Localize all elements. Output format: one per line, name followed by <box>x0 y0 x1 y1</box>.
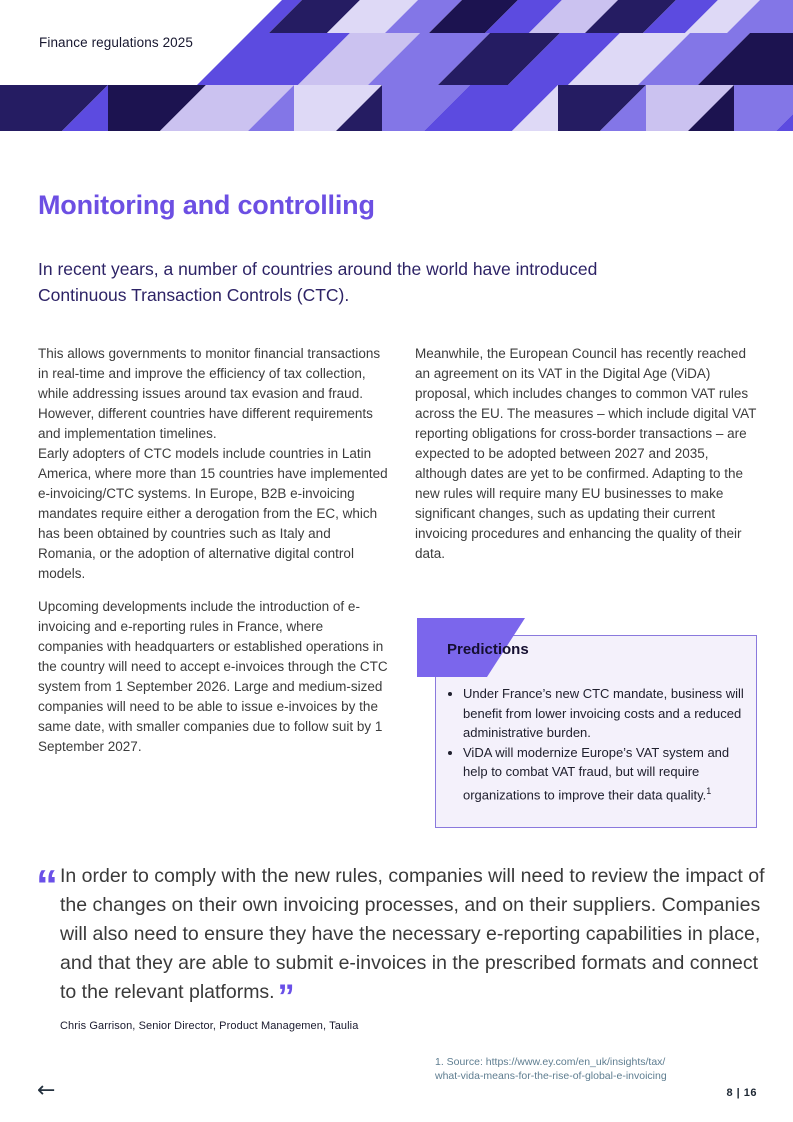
paragraph-line-group: Early adopters of CTC models include countries in Latin America, where more than 15 countries have implemented e-invoicing/CTC systems. In Europe, B2B e-invoicing mandates require either a derogation from the EC, which has been obtained by countries such as Italy and Romania, or the adoption of alternative digital control models. <box>38 446 388 581</box>
source-note-line1: 1. Source: https://www.ey.com/en_uk/insights/tax/ <box>435 1056 666 1068</box>
paragraph-line-group: This allows governments to monitor financial transactions in real-time and improve the efficiency of tax collection, while addressing issues around tax evasion and fraud. <box>38 346 381 401</box>
page-title: Monitoring and controlling <box>38 190 375 220</box>
body-column-left <box>38 344 388 757</box>
source-note-line2: what-vida-means-for-the-rise-of-global-e-invoicing <box>435 1069 667 1082</box>
footnote-marker: 1 <box>706 785 712 796</box>
close-quote-icon: ” <box>277 978 295 1016</box>
predictions-list <box>436 684 756 804</box>
header-banner-pattern <box>0 0 793 131</box>
document-label: Finance regulations 2025 <box>39 35 194 50</box>
prediction-item-text: ViDA will modernize Europe’s VAT system and help to combat VAT fraud, but will require organizations to improve their data quality. <box>463 744 730 802</box>
pull-quote <box>36 862 772 1032</box>
paragraph: Upcoming developments include the introduction of e-invoicing and e-reporting rules in France, where companies with headquarters or established operations in the country will need to accept e-invoices through the CTC system from 1 September 2026. Large and medium-sized companies will need to be able to issue e-invoices by the same date, with smaller companies due to follow suit by 1 September 2027. <box>38 599 388 754</box>
intro-paragraph: In recent years, a number of countries around the world have introduced Continuous Transaction Controls (CTC). <box>38 259 598 305</box>
paragraph-line-group: However, different countries have different requirements and implementation timelines. <box>38 406 373 441</box>
predictions-title: Predictions <box>447 641 529 658</box>
quote-attribution: Chris Garrison, Senior Director, Product Managemen, Taulia <box>60 1020 359 1032</box>
banner-mosaic-graphic <box>0 0 793 131</box>
source-note-link[interactable] <box>435 1056 667 1083</box>
paragraph: Meanwhile, the European Council has recently reached an agreement on its VAT in the Digital Age (ViDA) proposal, which includes changes to common VAT rules across the EU. The measures – which include digital VAT reporting obligations for cross-border transactions – are expected to be adopted between 2027 and 2035, although dates are yet to be confirmed. Adapting to the new rules will require many EU businesses to make significant changes, such as updating their current invoicing procedures and enhancing the quality of their data. <box>415 346 757 561</box>
paragraph <box>38 344 388 584</box>
page-number: 8 | 16 <box>726 1087 757 1099</box>
body-column-right <box>415 344 761 564</box>
prediction-item: • Under France’s new CTC mandate, business will benefit from lower invoicing costs and a reduced administrative burden. <box>463 684 744 743</box>
prediction-item <box>463 743 744 805</box>
quote-text <box>36 862 772 1016</box>
open-quote-icon: “ <box>36 861 58 910</box>
back-arrow-button[interactable]: ← <box>37 1078 56 1103</box>
quote-text-content: In order to comply with the new rules, companies will need to review the impact of the changes on their own invoicing processes, and on their suppliers. Companies will also need to ensure they have the necessary e-reporting capabilities in place, and that they are able to submit e-invoices in the prescribed formats and connect to the relevant platforms. <box>60 865 765 1003</box>
